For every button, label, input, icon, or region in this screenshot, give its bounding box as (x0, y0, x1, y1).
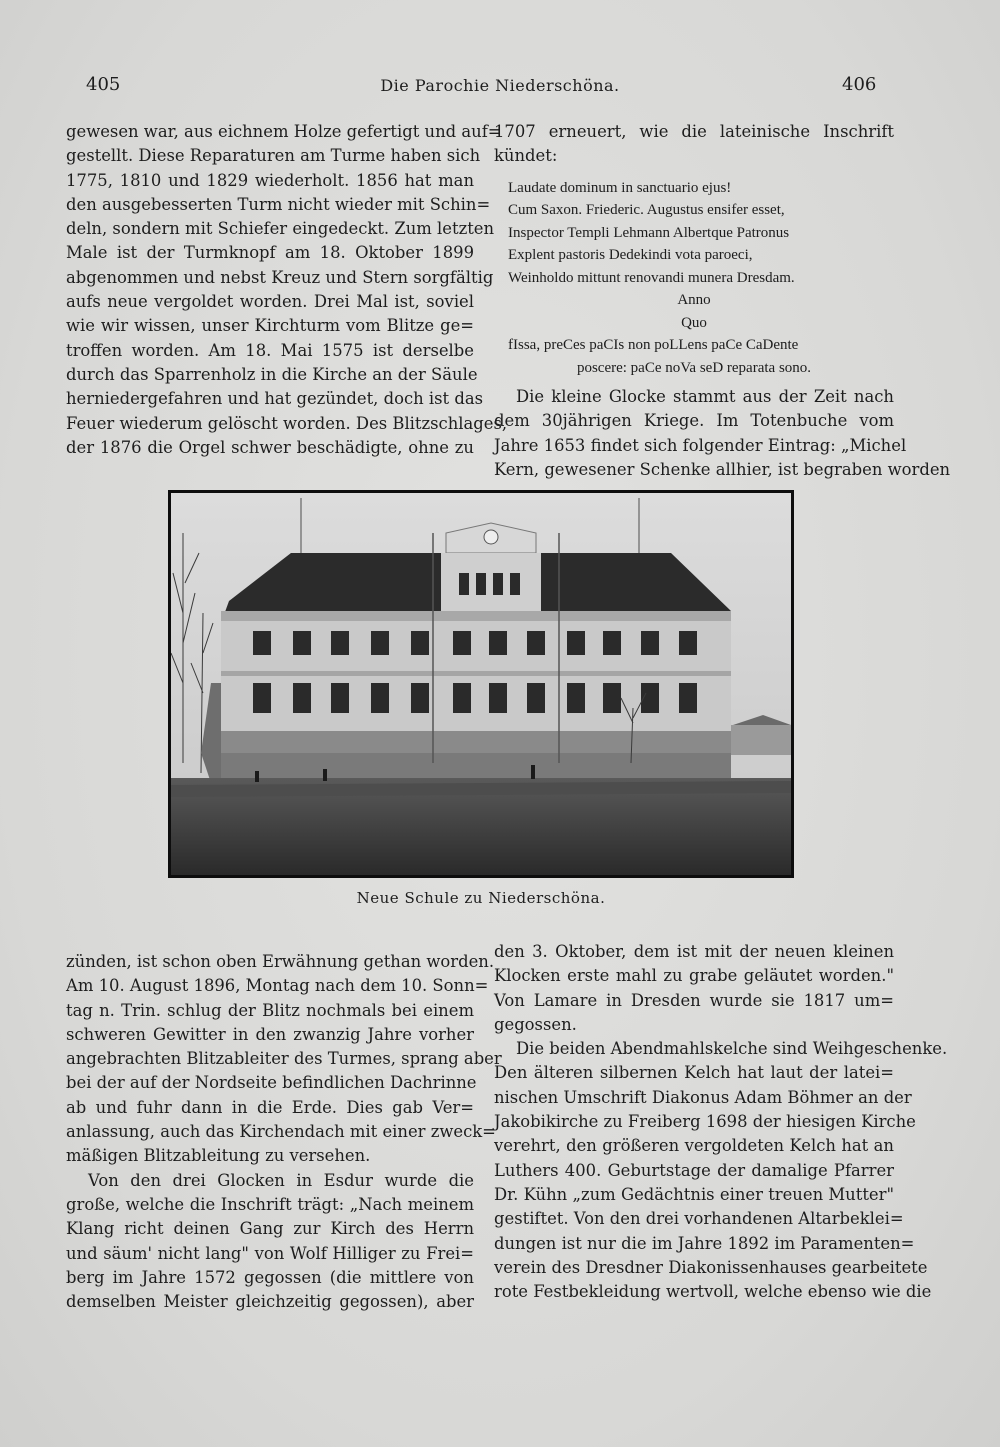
text-line: und säum' nicht lang" von Wolf Hilliger zu Frei= (66, 1243, 474, 1263)
text-line: abgenommen und nebst Kreuz und Stern sorgfältig (66, 267, 494, 287)
text-line: demselben Meister gleichzeitig gegossen), aber (66, 1292, 474, 1312)
text-line: deln, sondern mit Schiefer eingedeckt. Zum letzten (66, 219, 495, 239)
inscription-line: poscere: paCe noVa seD reparata sono. (576, 359, 812, 376)
text-line: mäßigen Blitzableitung zu versehen. (66, 1146, 371, 1166)
text-line: große, welche die Inschrift trägt: „Nach meinem (66, 1194, 474, 1214)
window (371, 683, 389, 713)
text-line: Klocken erste mahl zu grabe geläutet worden." (494, 966, 894, 986)
text-line: Die beiden Abendmahlskelche sind Weihgeschenke. (516, 1039, 948, 1059)
text-line: gegossen. (494, 1014, 577, 1034)
gable-window (510, 573, 520, 595)
photo-caption: Neue Schule zu Niederschöna. (356, 889, 606, 907)
text-column-lower-left (66, 950, 502, 1314)
text-line: bei der auf der Nordseite befindlichen Dachrinne (66, 1073, 477, 1093)
inscription-line: Laudate dominum in sanctuario ejus! (508, 179, 732, 196)
text-line: wie wir wissen, unser Kirchturm vom Blitze ge= (66, 316, 474, 336)
text-line: schweren Gewitter in den zwanzig Jahre vorher (66, 1024, 474, 1044)
text-column-upper-right (494, 120, 951, 482)
text-line: den ausgebesserten Turm nicht wieder mit Schin= (66, 194, 491, 214)
running-head (0, 74, 1000, 102)
text-line: den 3. Oktober, dem ist mit der neuen kleinen (494, 942, 894, 961)
gable-window (476, 573, 486, 595)
window (331, 631, 349, 655)
window (253, 631, 271, 655)
text-line: gestellt. Diese Reparaturen am Turme haben sich (66, 146, 481, 166)
text-line: Den älteren silbernen Kelch hat laut der latei= (494, 1063, 894, 1083)
text-line: dem 30jährigen Kriege. Im Totenbuche vom (494, 411, 894, 431)
window (411, 683, 429, 713)
latin-inscription (508, 177, 894, 380)
window (293, 683, 311, 713)
text-line: verein des Dresdner Diakonissenhauses gearbeitete (494, 1257, 928, 1277)
text-line: rote Festbekleidung wertvoll, welche ebenso wie die (494, 1282, 932, 1302)
window (253, 683, 271, 713)
text-line: anlassung, auch das Kirchendach mit einer zweck= (66, 1122, 496, 1142)
window (331, 683, 349, 713)
inscription-line: Weinholdo mittunt renovandi munera Dresdam. (508, 269, 795, 286)
window (603, 631, 621, 655)
text-line: Die kleine Glocke stammt aus der Zeit nach (516, 387, 894, 407)
inscription-line: Cum Saxon. Friederic. Augustus ensifer esset, (508, 202, 785, 219)
text-line: Luthers 400. Geburtstage der damalige Pfarrer (494, 1160, 894, 1180)
text-line: zünden, ist schon oben Erwähnung gethan worden. (66, 952, 495, 971)
text-line: der 1876 die Orgel schwer beschädigte, ohne zu (66, 437, 474, 457)
text-line: angebrachten Blitzableiter des Turmes, sprang aber (66, 1049, 502, 1069)
school-photograph (168, 490, 794, 878)
text-line: Male ist der Turmknopf am 18. Oktober 1899 (66, 243, 474, 263)
text-column-lower-right (494, 940, 948, 1304)
text-line: nischen Umschrift Diakonus Adam Böhmer an der (494, 1087, 912, 1107)
window (411, 631, 429, 655)
text-line: aufs neue vergoldet worden. Drei Mal ist, soviel (66, 292, 474, 312)
text-line: dungen ist nur die im Jahre 1892 im Paramenten= (494, 1233, 915, 1253)
inscription-line: Quo (681, 314, 707, 331)
text-line: Jakobikirche zu Freiberg 1698 der hiesigen Kirche (494, 1112, 916, 1132)
text-line: troffen worden. Am 18. Mai 1575 ist derselbe (66, 340, 474, 360)
text-line: Jahre 1653 findet sich folgender Eintrag: „Michel (494, 435, 907, 455)
text-line: berg im Jahre 1572 gegossen (die mittlere von (66, 1267, 474, 1287)
text-line: 1775, 1810 und 1829 wiederholt. 1856 hat man (66, 170, 474, 190)
window (489, 683, 507, 713)
text-line: Von Lamare in Dresden wurde sie 1817 um= (494, 990, 894, 1010)
inscription-line: Anno (677, 292, 711, 309)
window (567, 631, 585, 655)
text-line: Von den drei Glocken in Esdur wurde die (88, 1170, 474, 1190)
window (489, 631, 507, 655)
text-line: Dr. Kühn „zum Gedächtnis einer treuen Mutter" (494, 1184, 894, 1204)
window (641, 631, 659, 655)
window (567, 683, 585, 713)
text-line: kündet: (494, 146, 558, 166)
window (453, 631, 471, 655)
page-number-right: 406 (842, 74, 877, 95)
text-line: Feuer wiederum gelöscht worden. Des Blitzschlages, (66, 413, 508, 433)
window (527, 631, 545, 655)
text-line: Kern, gewesener Schenke allhier, ist begraben worden (494, 459, 951, 479)
inscription-line: fIssa, preCes paCIs non poLLens paCe CaDente (508, 337, 799, 354)
text-line: 1707 erneuert, wie die lateinische Inschrift (494, 122, 894, 141)
school-building-image (171, 493, 791, 875)
window (679, 631, 697, 655)
running-title: Die Parochie Niederschöna. (380, 76, 620, 95)
inscription-line: Inspector Templi Lehmann Albertque Patronus (508, 224, 790, 241)
text-line: herniedergefahren und hat gezündet, doch ist das (66, 389, 484, 409)
text-line: tag n. Trin. schlug der Blitz nochmals bei einem (66, 1000, 474, 1020)
window (293, 631, 311, 655)
window (527, 683, 545, 713)
gable-window (459, 573, 469, 595)
text-line: gewesen war, aus eichnem Holze gefertigt und auf= (66, 122, 502, 141)
text-line: Klang richt deinen Gang zur Kirch des Herrn (66, 1219, 474, 1239)
text-line: gestiftet. Von den drei vorhandenen Altarbeklei= (494, 1209, 904, 1229)
page-number-left: 405 (86, 74, 121, 95)
window (453, 683, 471, 713)
text-line: ab und fuhr dann in die Erde. Dies gab Ver= (66, 1097, 474, 1117)
text-line: durch das Sparrenholz in die Kirche an der Säule (66, 364, 478, 384)
text-column-upper-left (66, 120, 508, 460)
window (371, 631, 389, 655)
text-line: Am 10. August 1896, Montag nach dem 10. Sonn= (66, 976, 489, 996)
gable-window (493, 573, 503, 595)
text-line: verehrt, den größeren vergoldeten Kelch hat an (494, 1136, 894, 1156)
window (679, 683, 697, 713)
inscription-line: Explent pastoris Dedekindi vota paroeci, (508, 247, 753, 264)
window (603, 683, 621, 713)
